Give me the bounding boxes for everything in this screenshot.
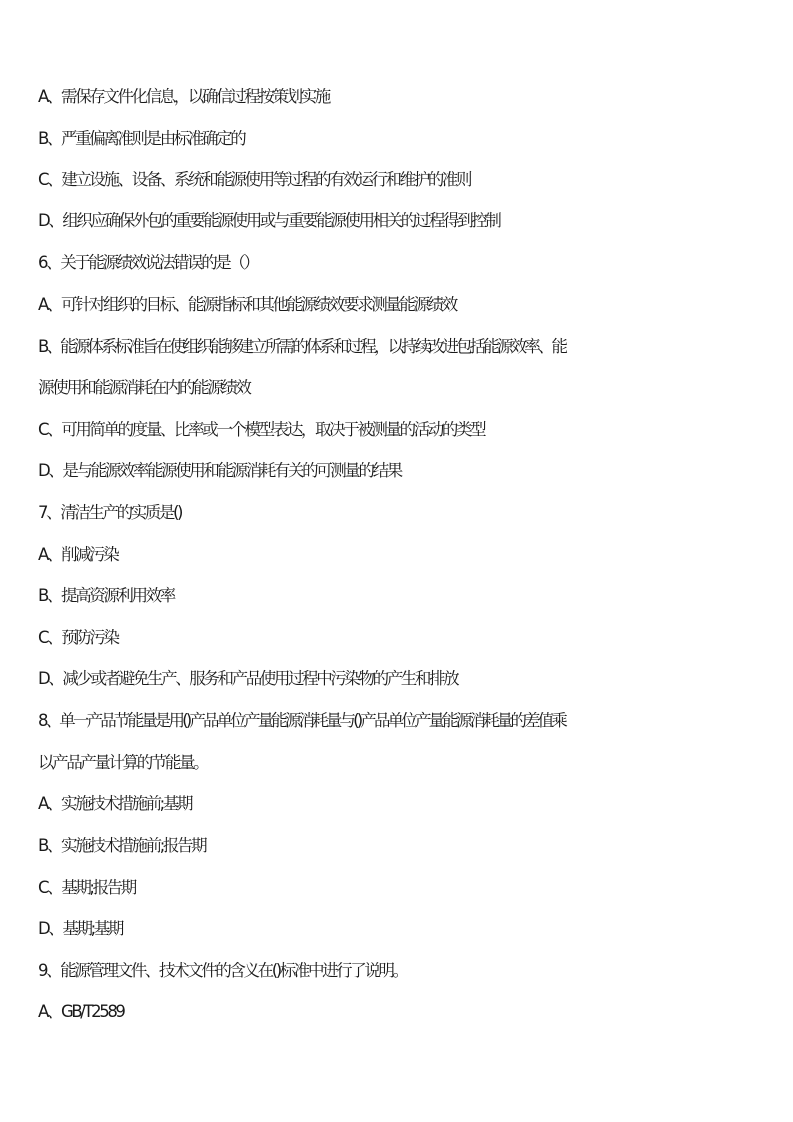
q6-option-b: B、能源体系标准旨在使组织能够建立所需的体系和过程，以持续改进包括能源效率、能	[38, 337, 566, 356]
q8-option-b: B、实施技术措施前;报告期	[38, 836, 206, 855]
q9-option-a: A、GB/T2589	[38, 1002, 124, 1021]
q8-option-d: D、基期;基期	[38, 919, 122, 938]
q8-option-a: A、实施技术措施前;基期	[38, 794, 192, 813]
q7-question: 7、清洁生产的实质是()	[38, 503, 182, 522]
q7-option-b: B、提高资源利用效率	[38, 586, 174, 605]
q7-option-d: D、减少或者避免生产、服务和产品使用过程中污染物的产生和排放	[38, 669, 458, 688]
q5-option-a: A、需保存文件化信息，以确信过程按策划实施	[38, 87, 329, 106]
q6-option-c: C、可用简单的度量、比率或一个模型表达，取决于被测量的活动的类型	[38, 420, 485, 439]
q6-question: 6、关于能源绩效说法错误的是（）	[38, 253, 258, 272]
q7-option-c: C、预防污染	[38, 628, 118, 647]
q6-option-a: A、可针对组织的目标、能源指标和其他能源绩效要求测量能源绩效	[38, 295, 456, 314]
q8-option-c: C、基期;报告期	[38, 878, 135, 897]
q5-option-d: D、组织应确保外包的重要能源使用或与重要能源使用相关的过程得到控制	[38, 211, 500, 230]
q8-question-continued: 以产品产量计算的节能量。	[38, 753, 208, 772]
q5-option-c: C、建立设施、设备、系统和能源使用等过程的有效运行和维护的准则	[38, 170, 471, 189]
q6-option-b-continued: 源使用和能源消耗在内的能源绩效	[38, 378, 250, 397]
q5-option-b: B、严重偏离准则是由标准确定的	[38, 129, 245, 148]
q6-option-d: D、是与能源效率能源使用和能源消耗有关的可测量的结果	[38, 461, 401, 480]
q8-question: 8、单一产品节能量是用()产品单位产量能源消耗量与()产品单位产量能源消耗量的差值乘	[38, 711, 566, 730]
q7-option-a: A、削减污染	[38, 545, 118, 564]
q9-question: 9、能源管理文件、技术文件的含义在()标准中进行了说明。	[38, 961, 407, 980]
